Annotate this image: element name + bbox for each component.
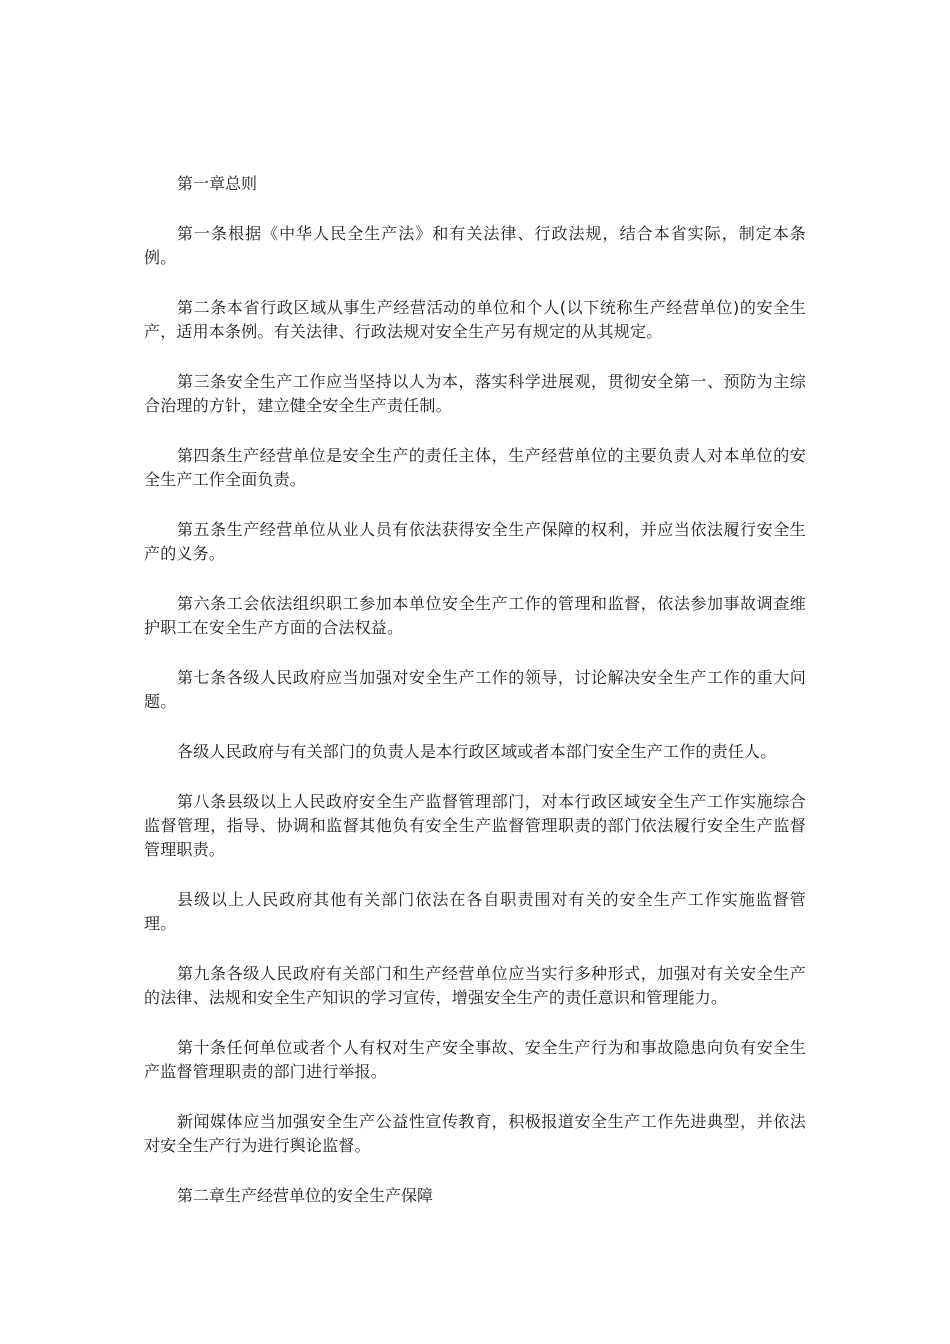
article-paragraph: 第四条生产经营单位是安全生产的责任主体，生产经营单位的主要负责人对本单位的安全生产工作全面负责。 xyxy=(144,446,806,489)
article-paragraph: 第五条生产经营单位从业人员有依法获得安全生产保障的权利，并应当依法履行安全生产的义务。 xyxy=(144,520,806,563)
article-paragraph: 第七条各级人民政府应当加强对安全生产工作的领导，讨论解决安全生产工作的重大问题。 xyxy=(144,668,806,711)
document-body xyxy=(144,172,806,1234)
chapter-heading: 第二章生产经营单位的安全生产保障 xyxy=(177,1186,434,1205)
article-paragraph: 第二条本省行政区域从事生产经营活动的单位和个人(以下统称生产经营单位)的安全生产，适用本条例。有关法律、行政法规对安全生产另有规定的从其规定。 xyxy=(144,298,806,341)
article-paragraph: 各级人民政府与有关部门的负责人是本行政区域或者本部门安全生产工作的责任人。 xyxy=(177,742,777,761)
article-paragraph: 新闻媒体应当加强安全生产公益性宣传教育，积极报道安全生产工作先进典型，并依法对安全生产行为进行舆论监督。 xyxy=(144,1112,806,1155)
article-paragraph: 第八条县级以上人民政府安全生产监督管理部门，对本行政区域安全生产工作实施综合监督管理，指导、协调和监督其他负有安全生产监督管理职责的部门依法履行安全生产监督管理职责。 xyxy=(144,792,806,859)
article-paragraph: 第六条工会依法组织职工参加本单位安全生产工作的管理和监督，依法参加事故调查维护职工在安全生产方面的合法权益。 xyxy=(144,594,806,637)
chapter-heading: 第一章总则 xyxy=(177,174,258,193)
article-paragraph: 第九条各级人民政府有关部门和生产经营单位应当实行多种形式，加强对有关安全生产的法律、法规和安全生产知识的学习宣传，增强安全生产的责任意识和管理能力。 xyxy=(144,964,806,1007)
article-paragraph: 第十条任何单位或者个人有权对生产安全事故、安全生产行为和事故隐患向负有安全生产监督管理职责的部门进行举报。 xyxy=(144,1038,806,1081)
article-paragraph: 第一条根据《中华人民全生产法》和有关法律、行政法规，结合本省实际，制定本条例。 xyxy=(144,224,806,267)
article-paragraph: 第三条安全生产工作应当坚持以人为本，落实科学进展观，贯彻安全第一、预防为主综合治理的方针，建立健全安全生产责任制。 xyxy=(144,372,806,415)
article-paragraph: 县级以上人民政府其他有关部门依法在各自职责围对有关的安全生产工作实施监督管理。 xyxy=(144,890,806,933)
